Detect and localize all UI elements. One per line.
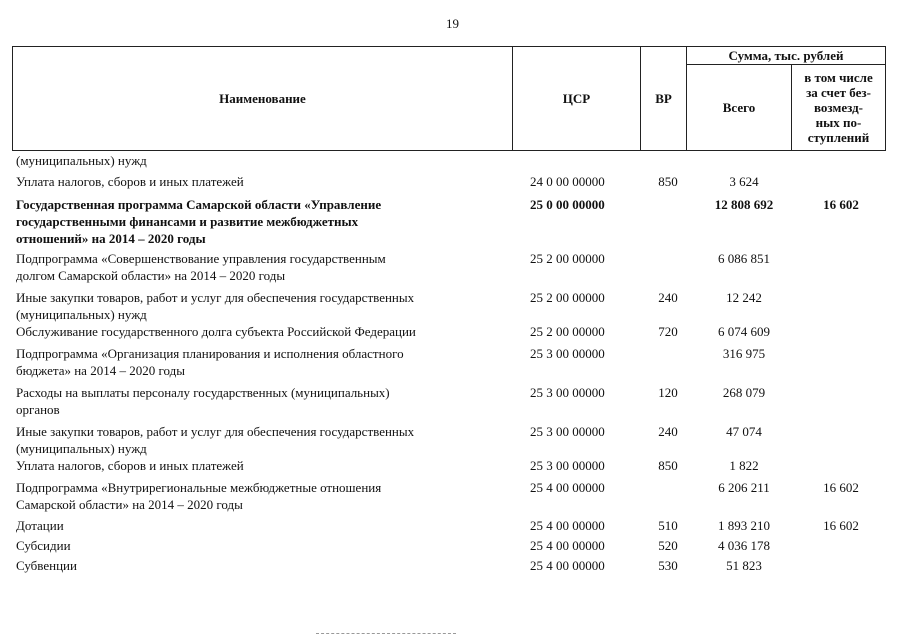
row-name-line: Подпрограмма «Внутрирегиональные межбюджетные отношения [16, 480, 382, 495]
row-name-line: Обслуживание государственного долга субъекта Российской Федерации [16, 324, 416, 339]
row-name [16, 457, 506, 474]
row-name-line: Государственная программа Самарской области «Управление [16, 197, 382, 212]
row-name-line: Уплата налогов, сборов и иных платежей [16, 174, 244, 189]
row-total: 268 079 [722, 385, 766, 400]
row-name [16, 152, 506, 169]
row-name [16, 479, 506, 513]
header-free-line: возмезд- [814, 100, 863, 115]
row-name-line: бюджета» на 2014 – 2020 годы [16, 363, 185, 378]
row-vr: 530 [658, 558, 678, 573]
header-sum-group: Сумма, тыс. рублей [687, 47, 886, 65]
row-name [16, 384, 506, 418]
row-name [16, 196, 506, 247]
row-total: 51 823 [726, 558, 762, 573]
row-name [16, 537, 506, 554]
row-csr: 25 0 00 00000 [530, 197, 605, 212]
row-name-line: Иные закупки товаров, работ и услуг для обеспечения государственных [16, 424, 415, 439]
row-name [16, 250, 506, 284]
row-csr: 25 3 00 00000 [530, 385, 605, 400]
row-total: 1 893 210 [718, 518, 770, 533]
row-total: 12 242 [726, 290, 762, 305]
row-csr: 25 3 00 00000 [530, 346, 605, 361]
row-name-line: (муниципальных) нужд [16, 153, 147, 168]
header-free-line: ных по- [815, 115, 862, 130]
row-name-line: (муниципальных) нужд [16, 307, 147, 322]
row-total: 6 074 609 [718, 324, 770, 339]
row-csr: 25 2 00 00000 [530, 324, 605, 339]
row-csr: 25 2 00 00000 [530, 290, 605, 305]
row-name-line: Иные закупки товаров, работ и услуг для обеспечения государственных [16, 290, 415, 305]
row-name-line: отношений» на 2014 – 2020 годы [16, 231, 206, 246]
row-free: 16 602 [823, 518, 859, 533]
row-total: 316 975 [722, 346, 766, 361]
row-name-line: Подпрограмма «Организация планирования и исполнения областного [16, 346, 404, 361]
row-total: 6 206 211 [718, 480, 770, 495]
row-csr: 24 0 00 00000 [530, 174, 605, 189]
row-name-line: Субсидии [16, 538, 71, 553]
row-free: 16 602 [823, 480, 859, 495]
row-total: 3 624 [729, 174, 759, 189]
row-total: 4 036 178 [718, 538, 770, 553]
table-header [12, 46, 886, 151]
row-name-line: Уплата налогов, сборов и иных платежей [16, 458, 244, 473]
row-total: 6 086 851 [718, 251, 770, 266]
header-free-line: за счет без- [806, 85, 871, 100]
row-name [16, 173, 506, 190]
row-name [16, 289, 506, 323]
row-vr: 120 [658, 385, 678, 400]
row-name-line: Подпрограмма «Совершенствование управления государственным [16, 251, 386, 266]
row-name-line: долгом Самарской области» на 2014 – 2020 годы [16, 268, 286, 283]
row-csr: 25 4 00 00000 [530, 558, 605, 573]
row-name-line: Дотации [16, 518, 64, 533]
row-vr: 520 [658, 538, 678, 553]
row-csr: 25 3 00 00000 [530, 458, 605, 473]
row-name [16, 517, 506, 534]
row-name-line: Расходы на выплаты персоналу государственных (муниципальных) [16, 385, 390, 400]
row-name [16, 323, 506, 340]
row-vr: 850 [658, 174, 678, 189]
row-total: 47 074 [726, 424, 762, 439]
row-free: 16 602 [823, 197, 859, 212]
row-total: 12 808 692 [714, 197, 774, 212]
row-vr: 240 [658, 290, 678, 305]
header-vr: ВР [641, 47, 687, 151]
page-number: 19 [446, 16, 459, 31]
header-free-line: в том числе [804, 70, 873, 85]
row-csr: 25 4 00 00000 [530, 538, 605, 553]
header-free [792, 65, 886, 151]
header-free-line: ступлений [807, 130, 870, 145]
header-total: Всего [687, 65, 792, 151]
row-name-line: Субвенции [16, 558, 77, 573]
row-csr: 25 3 00 00000 [530, 424, 605, 439]
row-vr: 240 [658, 424, 678, 439]
row-csr: 25 2 00 00000 [530, 251, 605, 266]
row-vr: 850 [658, 458, 678, 473]
row-name [16, 423, 506, 457]
row-name-line: Самарской области» на 2014 – 2020 годы [16, 497, 243, 512]
row-csr: 25 4 00 00000 [530, 518, 605, 533]
row-vr: 720 [658, 324, 678, 339]
header-csr: ЦСР [513, 47, 641, 151]
row-vr: 510 [658, 518, 678, 533]
row-name [16, 557, 506, 574]
row-total: 1 822 [729, 458, 759, 473]
row-csr: 25 4 00 00000 [530, 480, 605, 495]
row-name [16, 345, 506, 379]
row-name-line: (муниципальных) нужд [16, 441, 147, 456]
row-name-line: государственными финансами и развитие межбюджетных [16, 214, 359, 229]
header-name: Наименование [13, 47, 513, 151]
footer-divider [316, 633, 456, 634]
row-name-line: органов [16, 402, 60, 417]
